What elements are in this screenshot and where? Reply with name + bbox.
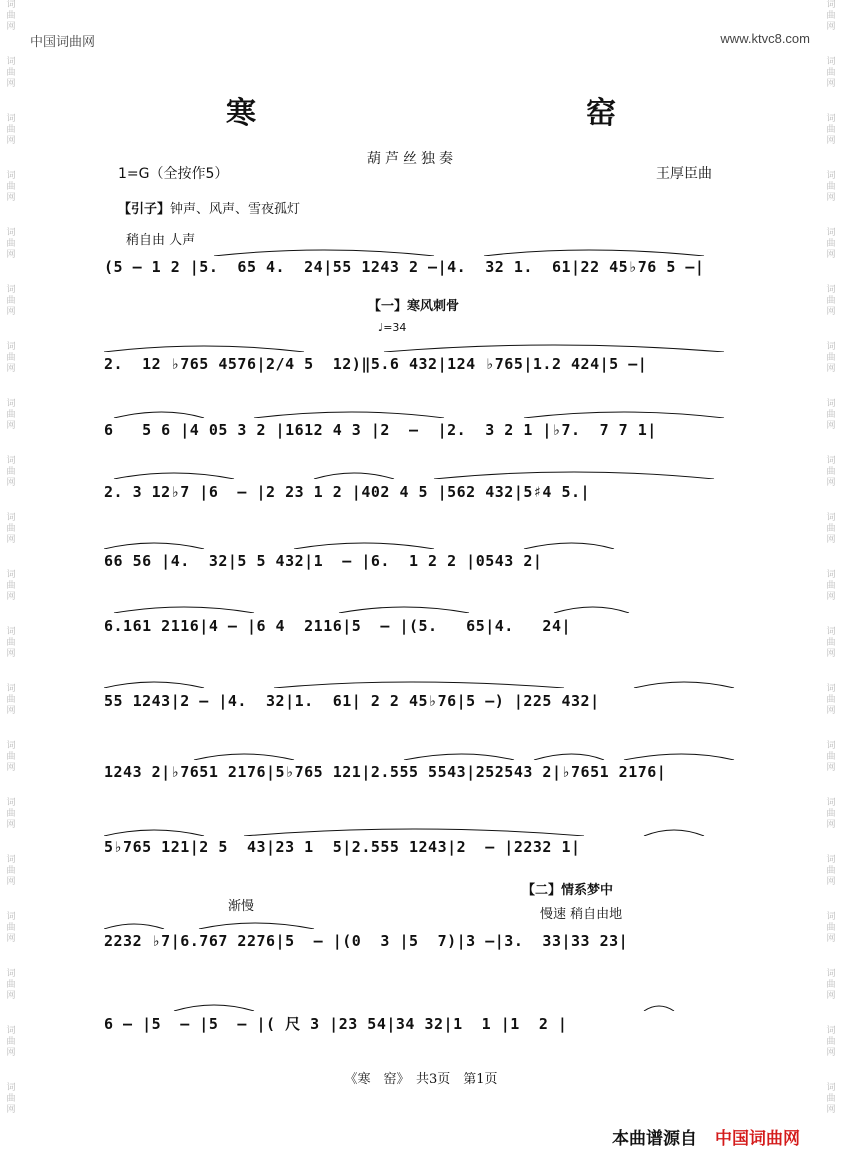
phrase-slur xyxy=(104,467,740,479)
watermark-text: 词 曲 网 xyxy=(826,171,836,203)
watermark-text: 词 曲 网 xyxy=(826,1083,836,1115)
watermark-text: 词 曲 网 xyxy=(6,798,16,830)
watermark-text: 词 曲 网 xyxy=(826,570,836,602)
watermark-text: 词 曲 网 xyxy=(826,627,836,659)
phrase-slur xyxy=(104,917,740,929)
phrase-slur xyxy=(104,601,740,613)
source-brand-link[interactable]: 中国词曲网 xyxy=(715,1129,800,1149)
watermark-text: 词 曲 网 xyxy=(6,114,16,146)
intro-text: 钟声、风声、雪夜孤灯 xyxy=(170,202,301,217)
notation-line-8: 1243 2|♭7651 2176|5♭765 121|2.555 5543|252543 2|♭7651 2176| xyxy=(104,763,667,781)
site-name-header[interactable]: 中国词曲网 xyxy=(30,35,96,50)
watermark-text: 词 曲 网 xyxy=(826,285,836,317)
phrase-slur xyxy=(104,244,740,256)
tempo-marking: ♩=34 xyxy=(378,321,407,334)
right-watermark-strip xyxy=(820,0,842,1171)
page-footer: 《寒 窑》 共3页 第1页 xyxy=(344,1072,498,1087)
watermark-text: 词 曲 网 xyxy=(826,969,836,1001)
watermark-text: 词 曲 网 xyxy=(6,513,16,545)
watermark-text: 词 曲 网 xyxy=(6,456,16,488)
watermark-text: 词 曲 网 xyxy=(6,912,16,944)
direction-slow: 慢速 稍自由地 xyxy=(540,907,623,922)
phrase-slur xyxy=(104,406,740,418)
notation-line-2: 2. 12 ♭765 4576|2/4 5 12)‖5.6 432|124 ♭765|1.2 424|5 –| xyxy=(104,355,648,373)
left-watermark-strip xyxy=(0,0,22,1171)
watermark-text: 词 曲 网 xyxy=(6,1083,16,1115)
notation-line-10: 2232 ♭7|6.767 2276|5 – |(0 3 |5 7)|3 –|3. 33|33 23| xyxy=(104,932,629,950)
watermark-text: 词 曲 网 xyxy=(6,627,16,659)
source-label: 本曲谱源自 xyxy=(612,1129,697,1149)
source-credit xyxy=(612,1124,800,1149)
watermark-text: 词 曲 网 xyxy=(826,342,836,374)
watermark-text: 词 曲 网 xyxy=(826,741,836,773)
phrase-slur xyxy=(104,748,740,760)
watermark-text: 词 曲 网 xyxy=(6,171,16,203)
intro-tag: 【引子】 xyxy=(118,202,171,217)
notation-line-9: 5♭765 121|2 5 43|23 1 5|2.555 1243|2 – |2232 1| xyxy=(104,838,581,856)
notation-line-3: 6 5 6 |4 05 3 2 |1612 4 3 |2 – |2. 3 2 1 |♭7. 7 7 1| xyxy=(104,421,657,439)
watermark-text: 词 曲 网 xyxy=(826,0,836,32)
watermark-text: 词 曲 网 xyxy=(826,513,836,545)
notation-line-6: 6.161 2116|4 – |6 4 2116|5 – |(5. 65|4. 24| xyxy=(104,617,572,635)
watermark-text: 词 曲 网 xyxy=(826,228,836,260)
score-title: 寒 窑 xyxy=(226,96,766,131)
watermark-text: 词 曲 网 xyxy=(826,684,836,716)
section-1-heading: 【一】寒风刺骨 xyxy=(368,299,460,314)
section-2-heading: 【二】情系梦中 xyxy=(522,883,614,898)
watermark-text: 词 曲 网 xyxy=(826,1026,836,1058)
intro-heading xyxy=(118,198,300,217)
watermark-text: 词 曲 网 xyxy=(6,855,16,887)
watermark-text: 词 曲 网 xyxy=(826,855,836,887)
notation-line-7: 55 1243|2 – |4. 32|1. 61| 2 2 45♭76|5 –) |225 432| xyxy=(104,692,600,710)
watermark-text: 词 曲 网 xyxy=(6,228,16,260)
composer-credit: 王厚臣曲 xyxy=(656,166,712,182)
notation-line-1: (5 – 1 2 |5. 65 4. 24|55 1243 2 –|4. 32 1. 61|22 45♭76 5 –| xyxy=(104,258,705,276)
phrase-slur xyxy=(104,537,740,549)
site-url-header[interactable]: www.ktvc8.com xyxy=(720,31,810,46)
watermark-text: 词 曲 网 xyxy=(6,1026,16,1058)
watermark-text: 词 曲 网 xyxy=(6,969,16,1001)
watermark-text: 词 曲 网 xyxy=(6,684,16,716)
score-subtitle: 葫芦丝独奏 xyxy=(367,151,457,167)
watermark-text: 词 曲 网 xyxy=(826,798,836,830)
watermark-text: 词 曲 网 xyxy=(826,114,836,146)
watermark-text: 词 曲 网 xyxy=(826,57,836,89)
direction-ritardando: 渐慢 xyxy=(228,899,255,914)
key-signature: 1=G（全按作5） xyxy=(118,166,229,182)
notation-line-5: 66 56 |4. 32|5 5 432|1 – |6. 1 2 2 |0543 2| xyxy=(104,552,543,570)
phrase-slur xyxy=(104,676,740,688)
watermark-text: 词 曲 网 xyxy=(6,0,16,32)
watermark-text: 词 曲 网 xyxy=(826,456,836,488)
watermark-text: 词 曲 网 xyxy=(6,399,16,431)
phrase-slur xyxy=(104,340,740,352)
notation-line-4: 2. 3 12♭7 |6 – |2 23 1 2 |402 4 5 |562 432|5♯4 5.| xyxy=(104,483,591,501)
watermark-text: 词 曲 网 xyxy=(826,399,836,431)
phrase-slur xyxy=(104,824,740,836)
phrase-slur xyxy=(104,999,740,1011)
watermark-text: 词 曲 网 xyxy=(6,570,16,602)
watermark-text: 词 曲 网 xyxy=(6,741,16,773)
direction-rubato: 稍自由 人声 xyxy=(126,233,196,248)
watermark-text: 词 曲 网 xyxy=(6,342,16,374)
watermark-text: 词 曲 网 xyxy=(826,912,836,944)
watermark-text: 词 曲 网 xyxy=(6,285,16,317)
watermark-text: 词 曲 网 xyxy=(6,57,16,89)
notation-line-11: 6 – |5 – |5 – |( 尺 3 |23 54|34 32|1 1 |1 2 | xyxy=(104,1015,568,1033)
